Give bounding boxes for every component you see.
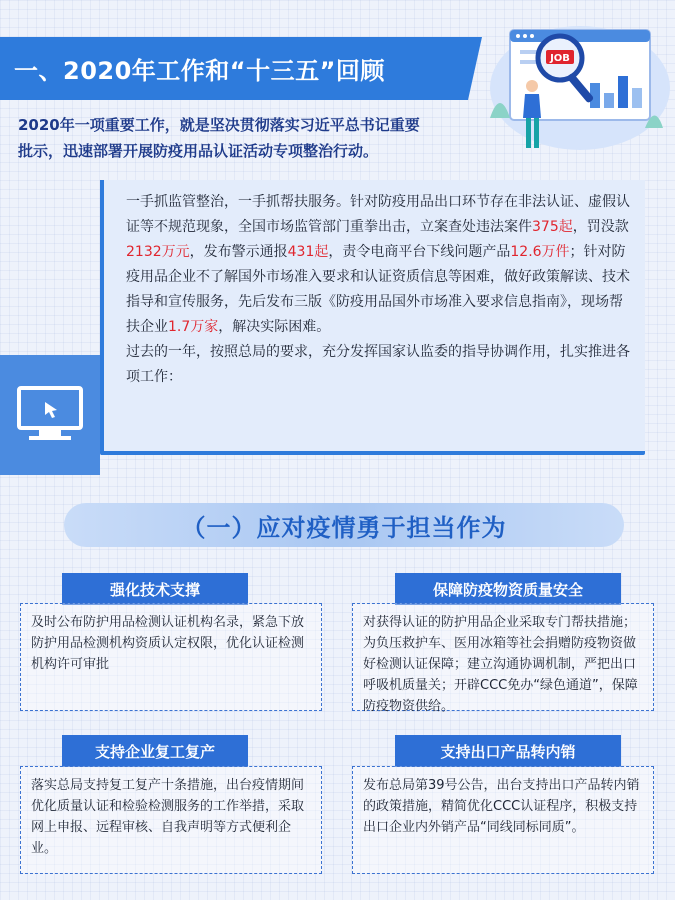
section-heading-banner [0,37,468,100]
card-tag-export-domestic: 支持出口产品转内销 [395,735,621,767]
text-run: ，解决实际困难。 [218,319,331,335]
fines-amount: 2132万元 [126,244,190,260]
card-tag-tech-support: 强化技术支撑 [62,573,248,605]
subsection-title-text: （一）应对疫情勇于担当作为 [181,513,507,542]
intro-line: 2020年一项重要工作，就是坚决贯彻落实习近平总书记重要 [18,116,420,134]
review-card [100,180,645,455]
cases-count: 375起 [532,219,573,235]
text-run: ，罚没款 [572,219,629,235]
monitor-icon-box [0,355,100,475]
products-count: 12.6万件 [510,244,570,260]
job-badge: JOB [550,53,570,64]
review-paragraph [126,190,631,340]
text-run: 一手抓监管整治，一手抓帮扶服务。针对防疫用品出口环节存在非法认证、虚假认证等不规范现象，全国市场监管部门重拳出击，立案查处违法案件 [126,194,630,235]
text-run: ；针对防疫用品企业不了解国外市场准入要求和认证资质信息等困难，做好政策解读、技术指导和宣传服务，先后发布三版《防疫用品国外市场准入要求信息指南》，现场帮扶企业 [126,244,630,335]
text-run: ，责令电商平台下线问题产品 [328,244,511,260]
warnings-count: 431起 [287,244,329,260]
card-tag-supply-quality: 保障防疫物资质量安全 [395,573,621,605]
monitor-icon [15,384,85,446]
subsection-title [64,503,624,547]
intro-text [18,112,478,164]
card-text-export-domestic: 发布总局第39号公告，出台支持出口产品转内销的政策措施，精简优化CCC认证程序，积极支持出口企业内外销产品“同线同标同质”。 [352,766,654,874]
review-paragraph: 过去的一年，按照总局的要求，充分发挥国家认监委的指导协调作用，扎实推进各项工作： [126,344,630,385]
card-text-resume-work: 落实总局支持复工复产十条措施，出台疫情期间优化质量认证和检验检测服务的工作举措，采取网上申报、远程审核、自我声明等方式便利企业。 [20,766,322,874]
card-text-tech-support: 及时公布防护用品检测认证机构名录，紧急下放防护用品检测机构资质认定权限，优化认证检测机构许可审批 [20,603,322,711]
text-run: ，发布警示通报 [189,244,288,260]
card-tag-resume-work: 支持企业复工复产 [62,735,248,767]
card-text-supply-quality: 对获得认证的防护用品企业采取专门帮扶措施；为负压救护车、医用冰箱等社会捐赠防疫物资做好检测认证保障；建立沟通协调机制，严把出口呼吸机质量关；开辟CCC免办“绿色通道”，保障防疫物资供给。 [352,603,654,711]
intro-line: 批示，迅速部署开展防疫用品认证活动专项整治行动。 [18,142,379,160]
section-heading: 一、2020年工作和“十三五”回顾 [14,57,385,85]
job-search-illustration [470,8,670,158]
enterprises-count: 1.7万家 [168,319,219,335]
